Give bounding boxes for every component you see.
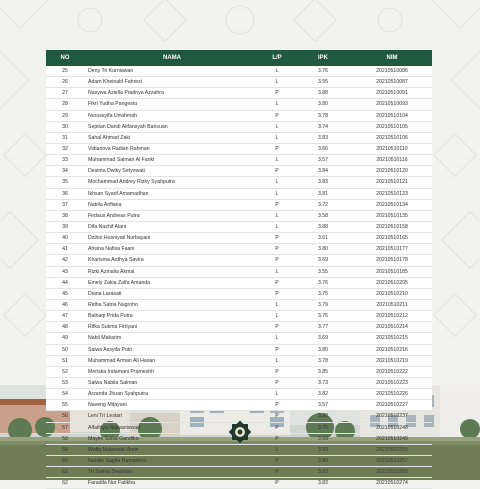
cell-no: 56	[46, 411, 84, 422]
cell-no: 47	[46, 311, 84, 322]
cell-ipk: 3.80	[294, 99, 352, 110]
cell-nim: 20210510255	[352, 444, 432, 455]
cell-nama: Diana Larasati	[84, 288, 260, 299]
cell-nim: 20210510226	[352, 389, 432, 400]
cell-nama: Adam Kheinald Fahrezi	[84, 77, 260, 88]
cell-ipk: 3.84	[294, 166, 352, 177]
cell-ipk: 3.69	[294, 255, 352, 266]
table-row	[46, 255, 432, 266]
cell-nama: Tri Salma Destriani	[84, 467, 260, 478]
cell-nim: 20210510121	[352, 177, 432, 188]
cell-ipk: 3.78	[294, 355, 352, 366]
cell-nim: 20210510091	[352, 88, 432, 99]
table-row	[46, 210, 432, 221]
cell-nim: 20210510274	[352, 478, 432, 489]
cell-ipk: 3.77	[294, 322, 352, 333]
cell-ipk: 3.69	[294, 433, 352, 444]
cell-ipk: 3.57	[294, 400, 352, 411]
cell-nama: Naveng Mitayani	[84, 400, 260, 411]
cell-ipk: 3.78	[294, 110, 352, 121]
cell-nim: 20210510110	[352, 143, 432, 154]
cell-ipk: 3.76	[294, 277, 352, 288]
cell-ipk: 3.73	[294, 377, 352, 388]
cell-nim: 20210510087	[352, 77, 432, 88]
cell-nama: Nabila Arifiana	[84, 199, 260, 210]
table-row	[46, 99, 432, 110]
header-nama: NAMA	[163, 55, 181, 61]
cell-no: 46	[46, 299, 84, 310]
cell-ipk: 3.85	[294, 366, 352, 377]
cell-no: 60	[46, 455, 84, 466]
cell-lp: L	[260, 66, 294, 77]
cell-no: 41	[46, 244, 84, 255]
table-row	[46, 121, 432, 132]
cell-ipk: 3.83	[294, 478, 352, 489]
cell-no: 61	[46, 467, 84, 478]
cell-nim: 20210510093	[352, 99, 432, 110]
cell-no: 49	[46, 333, 84, 344]
cell-nama: Muhammad Salman Al Fariki	[84, 155, 260, 166]
cell-ipk: 3.63	[294, 467, 352, 478]
cell-lp: P	[260, 244, 294, 255]
cell-nim: 20210510222	[352, 366, 432, 377]
cell-ipk: 3.57	[294, 155, 352, 166]
cell-no: 57	[46, 422, 84, 433]
cell-ipk: 3.69	[294, 333, 352, 344]
cell-nama: Natalie Sagita Ramadhini	[84, 455, 260, 466]
table-row	[46, 233, 432, 244]
table-row	[46, 177, 432, 188]
cell-no: 32	[46, 143, 84, 154]
table-row	[46, 199, 432, 210]
cell-nama: Meriska Indamani Prameshti	[84, 366, 260, 377]
cell-lp: L	[260, 77, 294, 88]
table-row	[46, 333, 432, 344]
cell-nama: Mayke Salsa Gandika	[84, 433, 260, 444]
cell-ipk: 3.88	[294, 411, 352, 422]
cell-ipk: 3.74	[294, 121, 352, 132]
cell-no: 36	[46, 188, 84, 199]
table-row	[46, 155, 432, 166]
cell-no: 51	[46, 355, 84, 366]
cell-nim: 20210510185	[352, 266, 432, 277]
cell-lp: P	[260, 366, 294, 377]
cell-nama: Fikri Yudha Pangestu	[84, 99, 260, 110]
table-row	[46, 389, 432, 400]
cell-nim: 20210510158	[352, 221, 432, 232]
cell-nim: 20210510205	[352, 277, 432, 288]
student-list-document	[46, 50, 432, 487]
table-row	[46, 478, 432, 489]
cell-ipk: 3.59	[294, 444, 352, 455]
table-row	[46, 299, 432, 310]
table-row	[46, 188, 432, 199]
cell-nim: 20210510215	[352, 333, 432, 344]
cell-nama: Desinta Dwiky Setyowati	[84, 166, 260, 177]
cell-nama: Dzihni Husniyati Nurbayani	[84, 233, 260, 244]
cell-lp: L	[260, 121, 294, 132]
cell-lp: P	[260, 166, 294, 177]
cell-lp: L	[260, 389, 294, 400]
cell-no: 28	[46, 99, 84, 110]
cell-nim: 20210510116	[352, 155, 432, 166]
cell-lp: L	[260, 221, 294, 232]
table-row	[46, 143, 432, 154]
cell-lp: P	[260, 322, 294, 333]
cell-ipk: 3.81	[294, 188, 352, 199]
cell-no: 50	[46, 344, 84, 355]
cell-no: 39	[46, 221, 84, 232]
cell-nim: 20210510165	[352, 233, 432, 244]
cell-nama: Nasywa Aziella Pradnya Azzahra	[84, 88, 260, 99]
cell-lp: P	[260, 411, 294, 422]
cell-ipk: 3.80	[294, 344, 352, 355]
table-row	[46, 166, 432, 177]
cell-ipk: 3.76	[294, 311, 352, 322]
cell-nama: Nurussyifa Urrahmah	[84, 110, 260, 121]
cell-nim: 20210510210	[352, 288, 432, 299]
cell-no: 35	[46, 177, 84, 188]
cell-no: 55	[46, 400, 84, 411]
cell-ipk: 3.66	[294, 143, 352, 154]
cell-nama: Baihaqi Prida Putra	[84, 311, 260, 322]
cell-no: 62	[46, 478, 84, 489]
table-row	[46, 444, 432, 455]
cell-lp: L	[260, 210, 294, 221]
cell-nama: Kharisma Ardhya Savira	[84, 255, 260, 266]
cell-ipk: 3.76	[294, 66, 352, 77]
cell-ipk: 3.82	[294, 389, 352, 400]
table-row	[46, 88, 432, 99]
cell-ipk: 3.72	[294, 199, 352, 210]
cell-lp: P	[260, 143, 294, 154]
cell-nama: Firdaus Andreas Putra	[84, 210, 260, 221]
cell-nim: 20210510178	[352, 255, 432, 266]
table-row	[46, 355, 432, 366]
cell-lp: P	[260, 377, 294, 388]
cell-no: 54	[46, 389, 84, 400]
cell-ipk: 3.61	[294, 233, 352, 244]
cell-lp: P	[260, 288, 294, 299]
cell-nim: 20210510212	[352, 311, 432, 322]
cell-ipk: 3.58	[294, 210, 352, 221]
cell-nama: Leni Tri Lestari	[84, 411, 260, 422]
cell-no: 40	[46, 233, 84, 244]
cell-nim: 20210510227	[352, 400, 432, 411]
cell-no: 45	[46, 288, 84, 299]
cell-ipk: 3.80	[294, 244, 352, 255]
cell-ipk: 3.88	[294, 88, 352, 99]
cell-lp: P	[260, 433, 294, 444]
cell-no: 43	[46, 266, 84, 277]
cell-no: 58	[46, 433, 84, 444]
cell-nim: 20210510216	[352, 344, 432, 355]
cell-ipk: 3.55	[294, 77, 352, 88]
cell-no: 44	[46, 277, 84, 288]
cell-lp: P	[260, 478, 294, 489]
table-header-row	[46, 50, 432, 66]
table-row	[46, 244, 432, 255]
cell-nim: 20210510249	[352, 433, 432, 444]
cell-nama: Faradila Nur Fatikha	[84, 478, 260, 489]
cell-nama: Rifka Sukma Fitriyani	[84, 322, 260, 333]
cell-nama: Nabil Makarim	[84, 333, 260, 344]
cell-nama: Ikhsan Syarif Amamadhan	[84, 188, 260, 199]
table-row	[46, 277, 432, 288]
header-nim: NIM	[386, 55, 398, 61]
cell-nama: Muhammad Arman Ali Hasan	[84, 355, 260, 366]
cell-ipk: 3.55	[294, 266, 352, 277]
cell-nim: 20210510120	[352, 166, 432, 177]
cell-lp: L	[260, 333, 294, 344]
cell-nama: Alfathiya Najwaniswari	[84, 422, 260, 433]
table-row	[46, 132, 432, 143]
cell-nim: 20210510105	[352, 121, 432, 132]
cell-nim: 20210510223	[352, 377, 432, 388]
cell-nim: 20210510135	[352, 210, 432, 221]
cell-lp: L	[260, 99, 294, 110]
cell-nim: 20210510104	[352, 110, 432, 121]
cell-no: 38	[46, 210, 84, 221]
cell-ipk: 3.88	[294, 221, 352, 232]
cell-nim: 20210510106	[352, 132, 432, 143]
cell-nim: 20210510265	[352, 467, 432, 478]
cell-nama: Emely Zakia Zalfa Amanda	[84, 277, 260, 288]
table-row	[46, 66, 432, 77]
cell-lp: L	[260, 177, 294, 188]
cell-no: 34	[46, 166, 84, 177]
cell-lp: P	[260, 255, 294, 266]
table-row	[46, 221, 432, 232]
cell-ipk: 3.75	[294, 288, 352, 299]
cell-lp: P	[260, 422, 294, 433]
table-row	[46, 455, 432, 466]
cell-nama: Vidianova Radian Rahman	[84, 143, 260, 154]
table-row	[46, 311, 432, 322]
cell-no: 48	[46, 322, 84, 333]
cell-nim: 20210510257	[352, 455, 432, 466]
cell-ipk: 3.75	[294, 422, 352, 433]
cell-nama: Rizki Azmalia Akmal	[84, 266, 260, 277]
cell-ipk: 3.83	[294, 132, 352, 143]
cell-no: 30	[46, 121, 84, 132]
cell-nama: Septian Dandi Alifansyah Bansuan	[84, 121, 260, 132]
cell-no: 59	[46, 444, 84, 455]
octagram-badge-icon	[228, 420, 252, 444]
cell-no: 31	[46, 132, 84, 143]
table-row	[46, 366, 432, 377]
cell-lp: L	[260, 355, 294, 366]
header-ipk: IPK	[317, 55, 328, 61]
cell-ipk: 3.79	[294, 299, 352, 310]
cell-nama: Ridha Satria Nugroho	[84, 299, 260, 310]
table-row	[46, 322, 432, 333]
cell-no: 42	[46, 255, 84, 266]
table-row	[46, 266, 432, 277]
cell-nim: 20210510177	[352, 244, 432, 255]
cell-nama: Mochammad Andrey Rizky Syahputra	[84, 177, 260, 188]
cell-lp: L	[260, 155, 294, 166]
cell-lp: P	[260, 467, 294, 478]
table-row	[46, 110, 432, 121]
cell-ipk: 3.83	[294, 177, 352, 188]
cell-lp: L	[260, 266, 294, 277]
cell-no: 27	[46, 88, 84, 99]
table-row	[46, 377, 432, 388]
cell-lp: L	[260, 132, 294, 143]
cell-lp: L	[260, 299, 294, 310]
cell-nim: 20210510211	[352, 299, 432, 310]
cell-nim: 20210510086	[352, 66, 432, 77]
cell-lp: P	[260, 199, 294, 210]
cell-nama: Ahsina Nafisa Faani	[84, 244, 260, 255]
header-lp: L/P	[272, 55, 282, 61]
cell-lp: P	[260, 455, 294, 466]
header-no: NO	[60, 55, 70, 61]
cell-no: 52	[46, 366, 84, 377]
cell-nim: 20210510134	[352, 199, 432, 210]
cell-lp: P	[260, 88, 294, 99]
cell-nama: Deny Tri Kurniawan	[84, 66, 260, 77]
cell-no: 25	[46, 66, 84, 77]
table-row	[46, 344, 432, 355]
cell-lp: L	[260, 188, 294, 199]
cell-no: 33	[46, 155, 84, 166]
cell-nim: 20210510237	[352, 411, 432, 422]
cell-no: 26	[46, 77, 84, 88]
cell-nim: 20210510248	[352, 422, 432, 433]
cell-nama: Salwa Nabila Salman	[84, 377, 260, 388]
cell-lp: P	[260, 344, 294, 355]
table-row	[46, 467, 432, 478]
cell-no: 37	[46, 199, 84, 210]
cell-nama: Wafiq Mutawakil Amin	[84, 444, 260, 455]
cell-lp: P	[260, 277, 294, 288]
cell-no: 53	[46, 377, 84, 388]
cell-nama: Difa Nazhif Alani	[84, 221, 260, 232]
cell-lp: L	[260, 444, 294, 455]
cell-nim: 20210510133	[352, 188, 432, 199]
cell-lp: P	[260, 400, 294, 411]
cell-nama: Arzanda Jhuan Syahputra	[84, 389, 260, 400]
cell-no: 29	[46, 110, 84, 121]
cell-nim: 20210510214	[352, 322, 432, 333]
cell-lp: L	[260, 311, 294, 322]
table-row	[46, 288, 432, 299]
cell-nim: 20210510219	[352, 355, 432, 366]
cell-lp: P	[260, 233, 294, 244]
cell-nama: Salwa Assyifa Putri	[84, 344, 260, 355]
table-row	[46, 77, 432, 88]
cell-nama: Sahal Ahmad Zaki	[84, 132, 260, 143]
cell-ipk: 3.80	[294, 455, 352, 466]
cell-lp: P	[260, 110, 294, 121]
table-row	[46, 400, 432, 411]
